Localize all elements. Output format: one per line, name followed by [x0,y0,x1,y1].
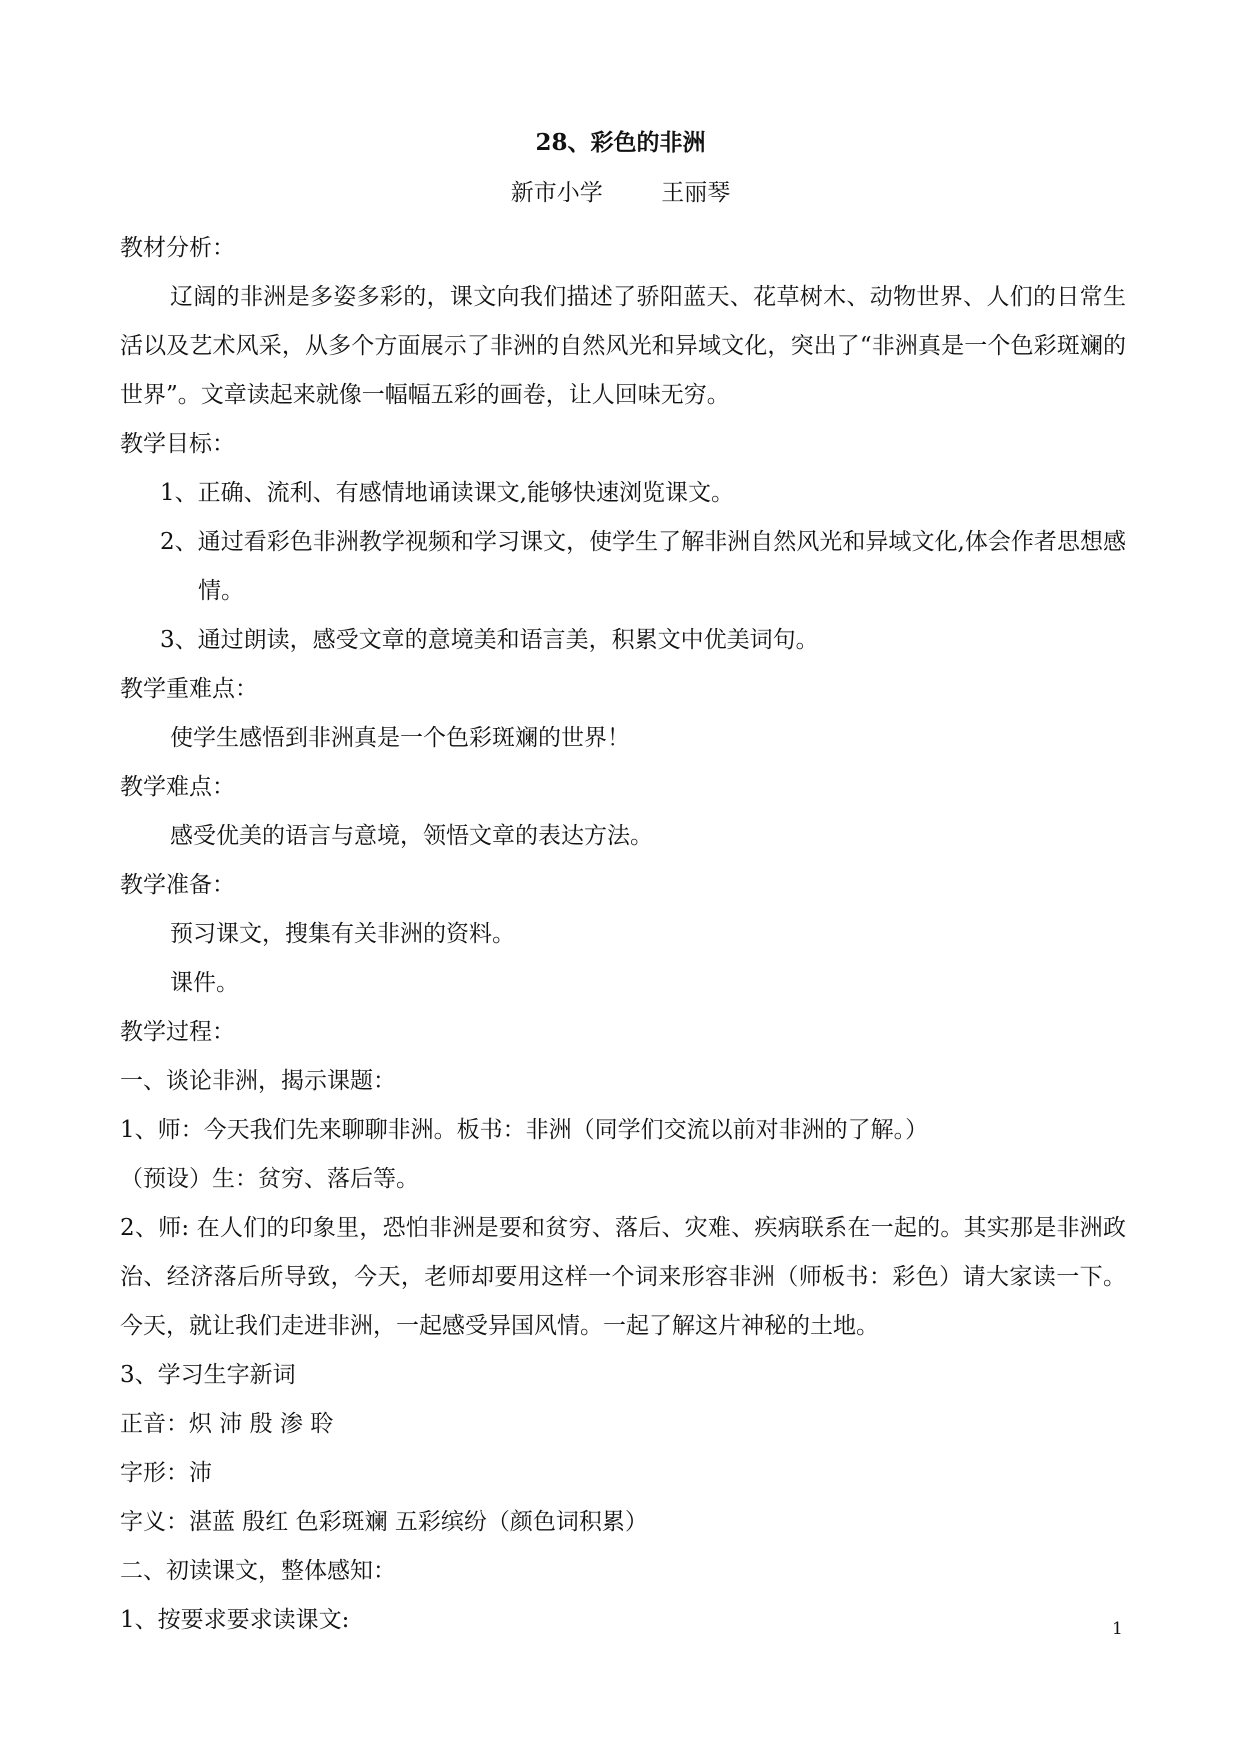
process-heading: 教学过程： [120,1019,235,1045]
goal-item: 3、通过朗读，感受文章的意境美和语言美，积累文中优美词句。 [160,627,819,653]
lesson-body [120,224,1126,1645]
step-one-item-3: 3、学习生字新词 [120,1362,296,1388]
analysis-heading: 教材分析： [120,235,235,261]
difficulty-text: 感受优美的语言与意境，领悟文章的表达方法。 [170,823,653,849]
pronunciation-line: 正音：炽 沛 殷 渗 聆 [120,1411,334,1437]
step-one-heading: 一、谈论非洲，揭示课题： [120,1068,396,1094]
author-line: 新市小学 王丽琴 [510,180,731,206]
preparation-heading: 教学准备： [120,872,235,898]
preparation-item: 预习课文，搜集有关非洲的资料。 [170,921,515,947]
lesson-title: 28、彩色的非洲 [535,129,706,156]
analysis-paragraph: 辽阔的非洲是多姿多彩的，课文向我们描述了骄阳蓝天、花草树木、动物世界、人们的日常生活以及艺术风采，从多个方面展示了非洲的自然风光和异域文化，突出了“非洲真是一个色彩斑斓的世界”。文章读起来就像一幅幅五彩的画卷，让人回味无穷。 [120,284,1126,408]
difficulty-heading: 教学难点： [120,774,235,800]
step-one-item-2: 2、师: 在人们的印象里，恐怕非洲是要和贫穷、落后、灾难、疾病联系在一起的。其实那是非洲政治、经济落后所导致，今天，老师却要用这样一个词来形容非洲（师板书：彩色）请大家读一下。今天，就让我们走进非洲，一起感受异国风情。一起了解这片神秘的土地。 [120,1215,1126,1339]
step-two-item-1: 1、按要求要求读课文: [120,1607,350,1633]
preparation-item: 课件。 [170,970,239,996]
glyph-line: 字形：沛 [120,1460,212,1486]
page-number: 1 [1112,1619,1123,1639]
meaning-line: 字义：湛蓝 殷红 色彩斑斓 五彩缤纷（颜色词积累） [120,1509,648,1535]
goal-item: 2、通过看彩色非洲教学视频和学习课文，使学生了解非洲自然风光和异域文化,体会作者思想感情。 [160,529,1126,604]
goal-item: 1、正确、流利、有感情地诵读课文,能够快速浏览课文。 [160,480,734,506]
key-points-text: 使学生感悟到非洲真是一个色彩斑斓的世界！ [170,725,630,751]
step-one-item-1: 1、师：今天我们先来聊聊非洲。板书：非洲（同学们交流以前对非洲的了解。） [120,1117,929,1143]
goals-heading: 教学目标： [120,431,235,457]
step-two-heading: 二、初读课文，整体感知： [120,1558,396,1584]
key-points-heading: 教学重难点： [120,676,258,702]
step-one-preset: （预设）生：贫穷、落后等。 [120,1166,419,1192]
